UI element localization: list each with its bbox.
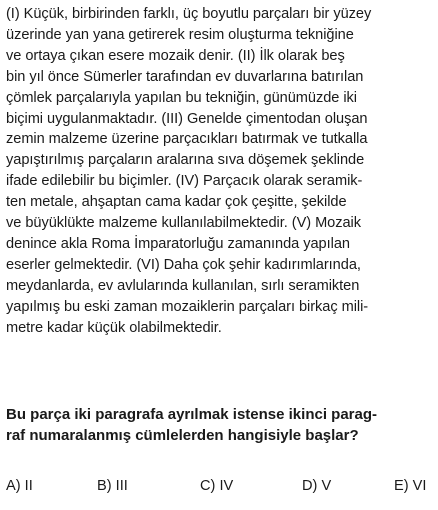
passage-line: ve ortaya çıkan esere mozaik denir. (II) İlk olarak beş [6, 47, 345, 64]
passage-line: ten metale, ahşaptan cama kadar çok çeşitte, şekilde [6, 194, 347, 211]
question-line: raf numaralanmış cümlelerden hangisiyle başlar? [6, 427, 359, 444]
reading-passage [6, 4, 434, 339]
passage-line: denince akla Roma İmparatorluğu zamanında yapılan [6, 235, 350, 252]
passage-line: meydanlarda, ev avlularında kullanılan, sırlı seramikten [6, 277, 360, 294]
passage-line: ifade edilebilir bu biçimler. (IV) Parçacık olarak seramik- [6, 173, 363, 190]
option-b[interactable]: B) III [97, 478, 128, 494]
passage-line: yapılmış bu eski zaman mozaiklerin parçaları birkaç mili- [6, 298, 369, 315]
passage-line: çömlek parçalarıyla yapılan bu tekniğin, günümüzde iki [6, 89, 357, 106]
option-a[interactable]: A) II [6, 478, 33, 494]
passage-line: (I) Küçük, birbirinden farklı, üç boyutlu parçaları bir yüzey [6, 6, 372, 22]
answer-options [0, 476, 438, 496]
question-stem [6, 404, 434, 446]
passage-line: ve büyüklükte malzeme kullanılabilmektedir. (V) Mozaik [6, 215, 361, 232]
option-e[interactable]: E) VI [394, 478, 427, 494]
passage-line: yapıştırılmış parçaların aralarına sıva döşemek şeklinde [6, 152, 365, 169]
passage-line: metre kadar küçük olabilmektedir. [6, 319, 222, 336]
passage-line: eserler gelmektedir. (VI) Daha çok şehir kadırımlarında, [6, 256, 361, 273]
option-d[interactable]: D) V [302, 478, 332, 494]
passage-line: zemin malzeme üzerine parçacıkları batırmak ve tutkalla [6, 131, 368, 148]
option-c[interactable]: C) IV [200, 478, 234, 494]
passage-line: bin yıl önce Sümerler tarafından ev duvarlarına batırılan [6, 68, 364, 85]
passage-line: biçimi uygulanmaktadır. (III) Genelde çimentodan oluşan [6, 110, 368, 127]
passage-line: üzerinde yan yana getirerek resim oluşturma tekniğine [6, 26, 354, 43]
question-line: Bu parça iki paragrafa ayrılmak istense ikinci parag- [6, 406, 378, 423]
